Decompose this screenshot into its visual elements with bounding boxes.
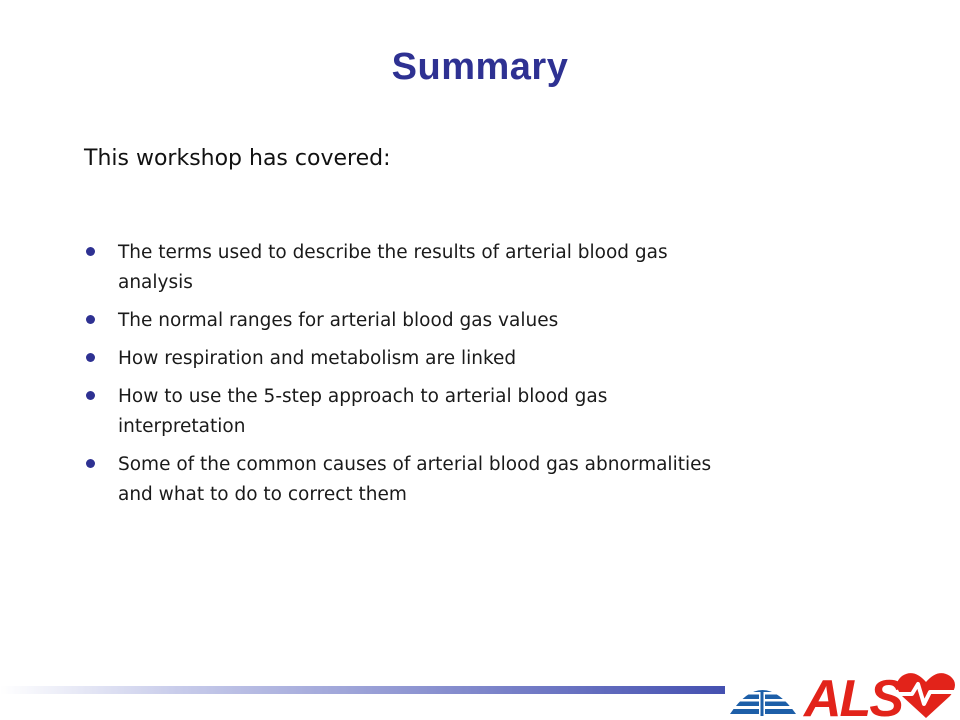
bullet-text-continued: and what to do to correct them [118, 484, 407, 505]
intro-text: This workshop has covered: [84, 146, 391, 171]
bullet-dot-icon [86, 391, 95, 400]
logo-wordmark: ALS [804, 670, 902, 720]
bullet-text: Some of the common causes of arterial blood gas abnormalities [118, 454, 712, 475]
slide-title: Summary [391, 46, 569, 88]
bullet-item [84, 342, 914, 375]
bullet-dot-icon [86, 353, 95, 362]
bullet-dot-icon [86, 247, 95, 256]
bullet-text: How to use the 5-step approach to arterial blood gas [118, 386, 608, 407]
bullet-item [84, 304, 914, 337]
bullet-text-continued: analysis [118, 272, 193, 293]
bullet-item [84, 448, 914, 511]
bullet-list [84, 236, 914, 516]
bullet-text: The terms used to describe the results of arterial blood gas [118, 242, 668, 263]
footer-gradient-bar [0, 686, 725, 694]
bullet-text: The normal ranges for arterial blood gas values [118, 310, 559, 331]
bullet-dot-icon [86, 315, 95, 324]
bullet-text-continued: interpretation [118, 416, 246, 437]
bullet-item [84, 380, 914, 443]
dome-icon [730, 680, 798, 716]
bullet-dot-icon [86, 459, 95, 468]
bullet-item [84, 236, 914, 299]
als-logo [726, 662, 960, 720]
heart-icon [897, 673, 955, 718]
bullet-text: How respiration and metabolism are linked [118, 348, 517, 369]
